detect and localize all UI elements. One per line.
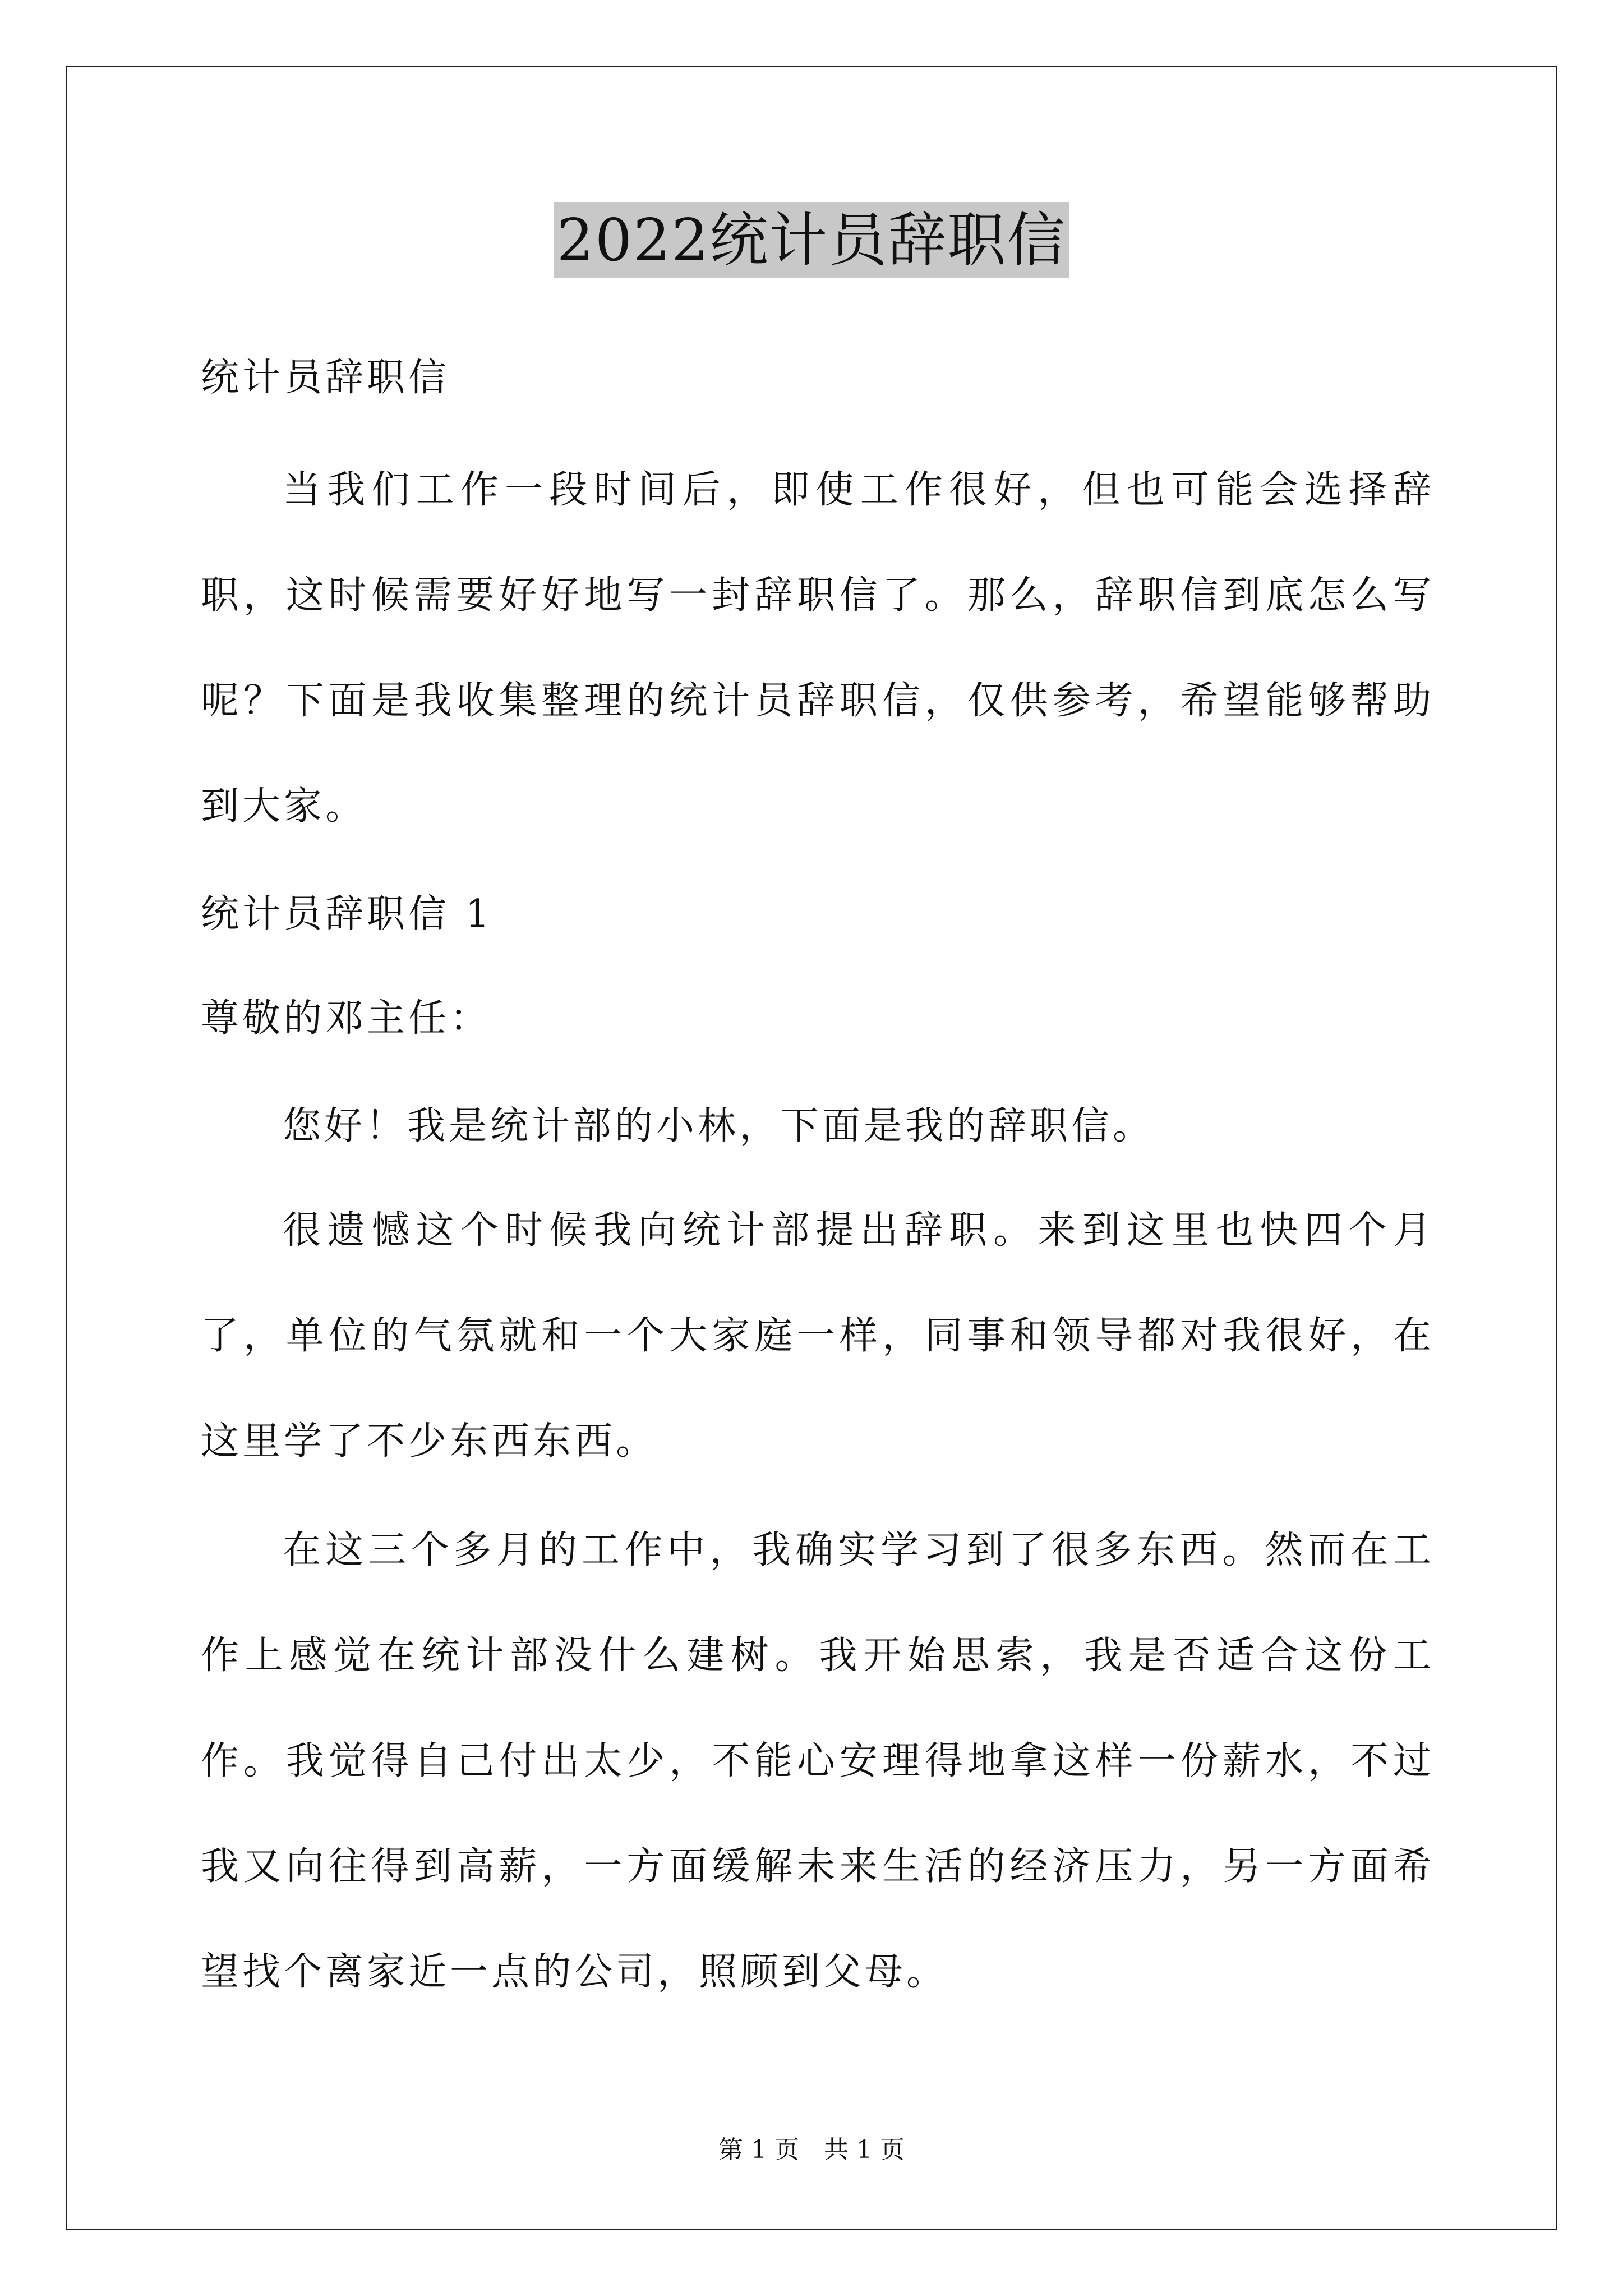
subtitle: 统计员辞职信 <box>201 356 450 400</box>
body-paragraph-2: 很遗憾这个时候我向统计部提出辞职。来到这里也快四个月了，单位的气氛就和一个大家庭一样，同事和领导都对我很好，在这里学了不少东西东西。 <box>201 1208 1435 1464</box>
intro-paragraph: 当我们工作一段时间后，即使工作很好，但也可能会选择辞职，这时候需要好好地写一封辞职信了。那么，辞职信到底怎么写呢？下面是我收集整理的统计员辞职信，仅供参考，希望能够帮助到大家。 <box>201 468 1435 829</box>
body-paragraph-1: 您好！我是统计部的小林，下面是我的辞职信。 <box>283 1104 1155 1148</box>
section-heading: 统计员辞职信 1 <box>201 892 493 936</box>
document-title: 2022统计员辞职信 <box>554 202 1070 278</box>
page-footer: 第 1 页 共 1 页 <box>718 2136 905 2164</box>
title-container <box>0 202 1623 278</box>
salutation: 尊敬的邓主任： <box>201 996 492 1041</box>
body-paragraph-3: 在这三个多月的工作中，我确实学习到了很多东西。然而在工作上感觉在统计部没什么建树。我开始思索，我是否适合这份工作。我觉得自己付出太少，不能心安理得地拿这样一份薪水，不过我又向往得到高薪，一方面缓解未来生活的经济压力，另一方面希望找个离家近一点的公司，照顾到父母。 <box>201 1528 1435 1994</box>
